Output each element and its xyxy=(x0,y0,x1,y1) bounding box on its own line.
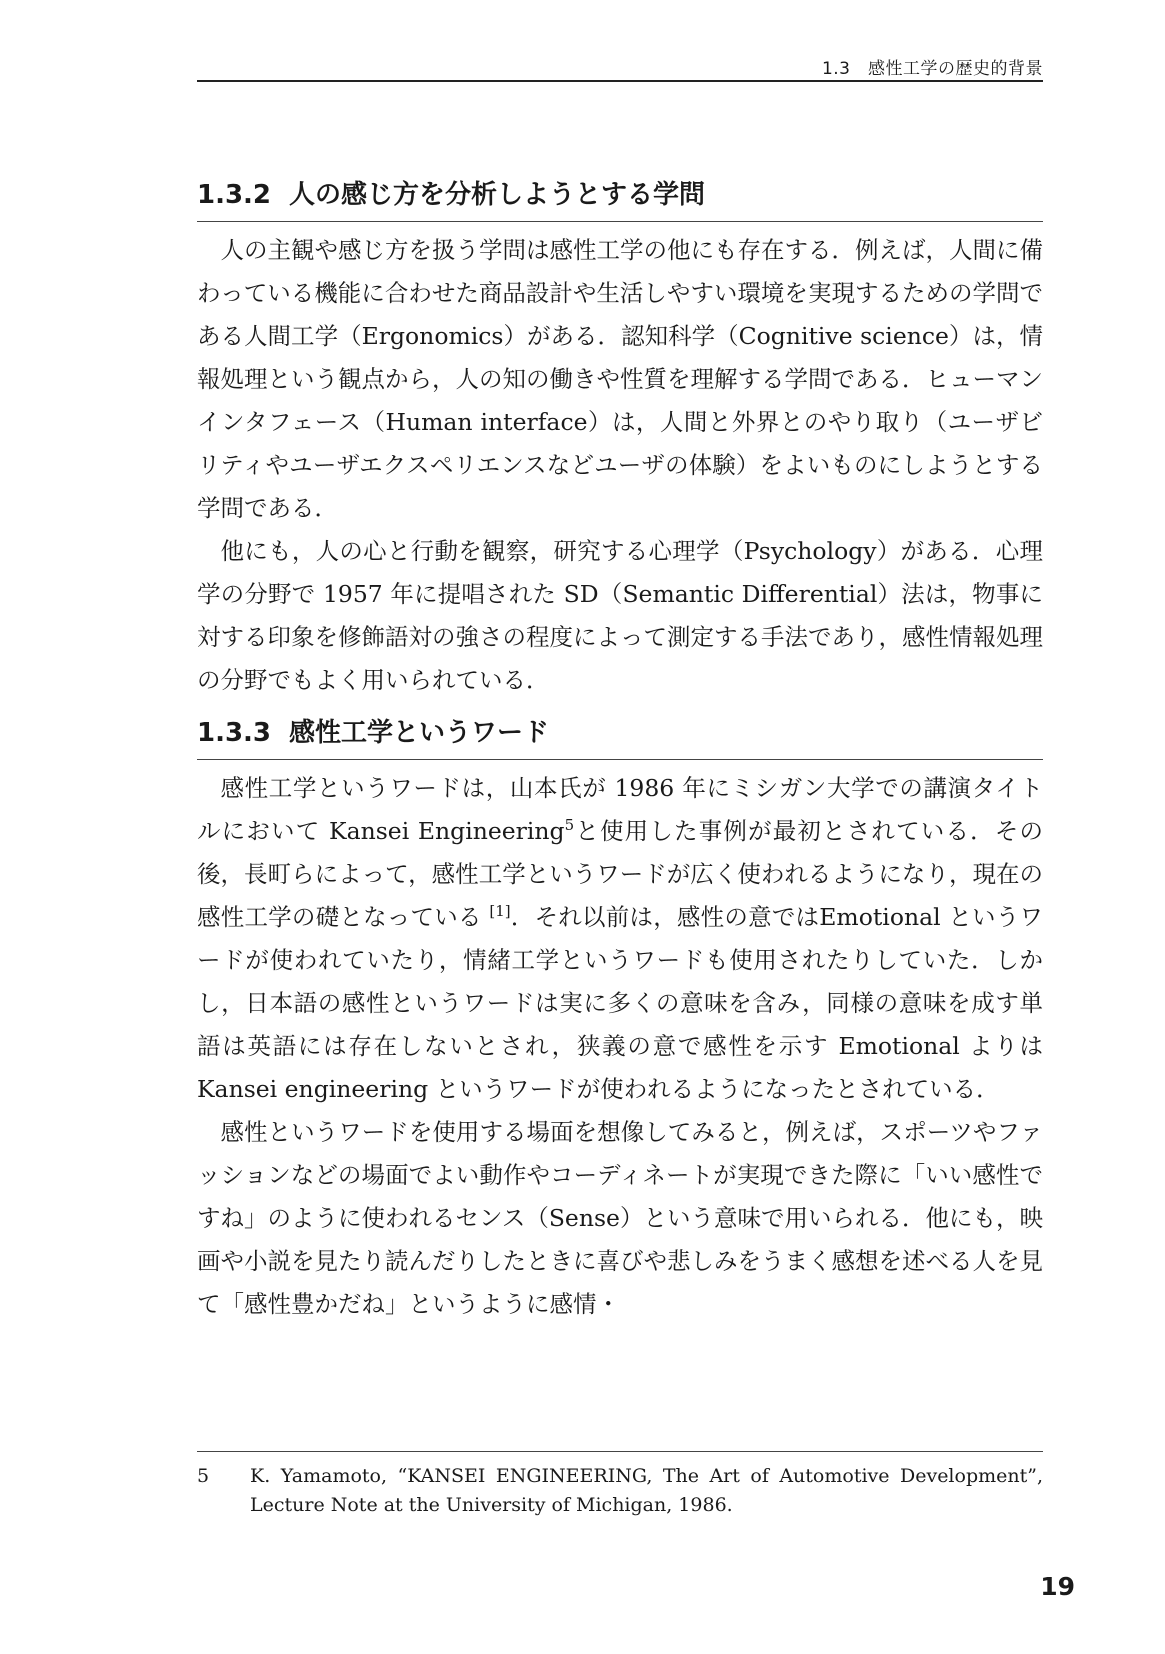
running-header: 1.3 感性工学の歴史的背景 xyxy=(821,59,1043,79)
footnote-number: 5 xyxy=(197,1465,210,1487)
footnote-text: K. Yamamoto, “KANSEI ENGINEERING, The Art of Automotive Development”, Lecture Note at the University of Michigan, 1986. xyxy=(250,1465,1043,1516)
footnote xyxy=(197,1462,1043,1520)
paragraph-text: と使用した事例が最初とされている．その後，長町らによって，感性工学というワードが広く使われるようになり，現在の感性工学の礎となっている xyxy=(197,817,1043,931)
footnote-ref[interactable]: 5 xyxy=(564,816,575,835)
paragraph: 感性というワードを使用する場面を想像してみると，例えば，スポーツやファッションなどの場面でよい動作やコーディネートが実現できた際に「いい感性ですね」のように使われるセンス（Sense）という意味で用いられる．他にも，映画や小説を見たり読んだりしたときに喜びや悲しみをうまく感想を述べる人を見て「感性豊かだね」というように感情・ xyxy=(197,1118,1043,1318)
paragraph xyxy=(197,767,1043,1111)
paragraph: 他にも，人の心と行動を観察，研究する心理学（Psychology）がある．心理学の分野で 1957 年に提唱された SD（Semantic Differential）法は，物事に対する印象を修飾語対の強さの程度によって測定する手法であり，感性情報処理の分野でもよく用いられている． xyxy=(197,537,1043,694)
footnote-rule xyxy=(197,1451,1043,1452)
section-1-3-3-body xyxy=(197,767,1043,1326)
section-number: 1.3.3 xyxy=(197,718,272,748)
paragraph: 人の主観や感じ方を扱う学問は感性工学の他にも存在する．例えば，人間に備わっている機能に合わせた商品設計や生活しやすい環境を実現するための学問である人間工学（Ergonomics）がある．認知科学（Cognitive science）は，情報処理という観点から，人の知の働きや性質を理解する学問である．ヒューマンインタフェース（Human interface）は，人間と外界とのやり取り（ユーザビリティやユーザエクスペリエンスなどユーザの体験）をよいものにしようとする学問である． xyxy=(197,236,1043,522)
section-number: 1.3.2 xyxy=(197,180,272,210)
page-number: 19 xyxy=(1040,1572,1075,1601)
section-heading-1-3-2 xyxy=(197,174,1043,222)
section-title-text: 感性工学というワード xyxy=(289,718,550,748)
header-rule xyxy=(197,80,1043,82)
section-heading-1-3-3 xyxy=(197,712,1043,760)
section-title-text: 人の感じ方を分析しようとする学問 xyxy=(289,180,706,210)
paragraph-text: 感性工学というワードは，山本氏が 1986 年にミシガン大学での講演タイトルにおいて Kansei Engineering xyxy=(197,774,1043,845)
section-1-3-2-body xyxy=(197,229,1043,702)
citation-ref[interactable]: [1] xyxy=(489,902,511,921)
paragraph-text: ．それ以前は，感性の意ではEmotional というワードが使われていたり，情緒工学というワードも使用されたりしていた．しかし，日本語の感性というワードは実に多くの意味を含み，同様の意味を成す単語は英語には存在しないとされ，狭義の意で感性を示す Emotional よりは Kansei engineering というワードが使われるようになったとされている． xyxy=(197,903,1043,1103)
